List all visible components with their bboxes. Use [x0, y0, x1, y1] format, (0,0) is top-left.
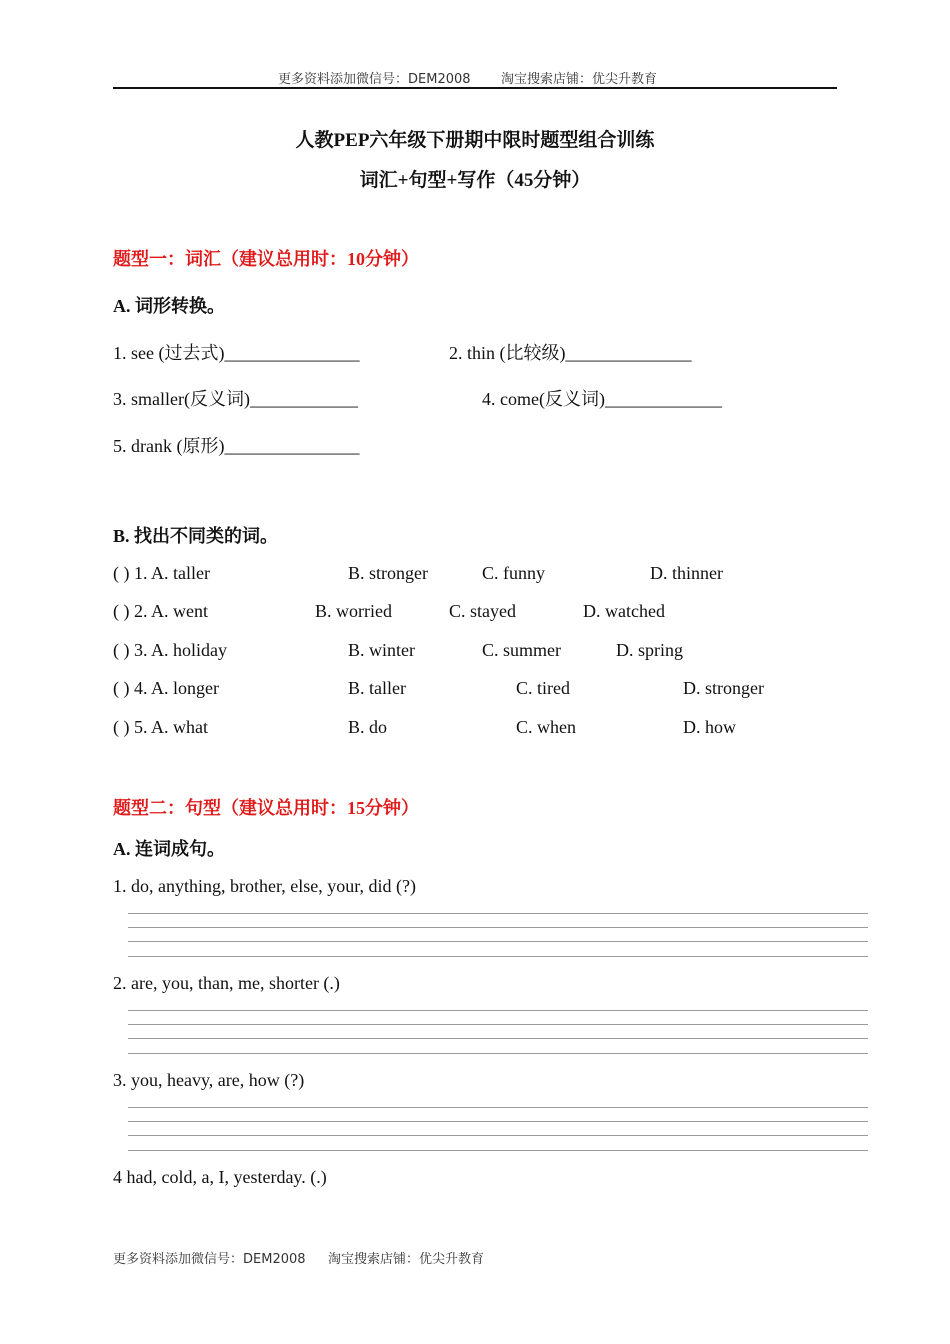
oddone-row-4-option-c: C. tired	[516, 678, 570, 698]
oddone-row-1-question: ( ) 1. A. taller	[113, 563, 210, 583]
oddone-row-2-option-b: B. worried	[315, 601, 392, 621]
header-shop: 淘宝搜索店铺：优尖升教育	[501, 72, 658, 87]
oddone-row-2-option-d: D. watched	[583, 601, 665, 621]
wordform-item-2: 2. thin (比较级)______________	[449, 343, 692, 363]
oddone-row-3-option-d: D. spring	[616, 640, 683, 660]
answer-line	[128, 1010, 868, 1011]
answer-line	[128, 1107, 868, 1108]
oddone-row-4-question: ( ) 4. A. longer	[113, 678, 219, 698]
section2-heading: 题型二：句型（建议总用时：15分钟）	[113, 798, 419, 818]
answer-line	[128, 1038, 868, 1039]
footer-shop: 淘宝搜索店铺：优尖升教育	[328, 1252, 485, 1267]
page-subtitle: 词汇+句型+写作（45分钟）	[359, 170, 591, 191]
oddone-row-5-option-d: D. how	[683, 717, 736, 737]
section1-partA-heading: A. 词形转换。	[113, 296, 225, 316]
answer-line	[128, 956, 868, 957]
section1-heading: 题型一：词汇（建议总用时：10分钟）	[113, 249, 419, 269]
wordform-item-1: 1. see (过去式)_______________	[113, 343, 360, 363]
header-rule	[113, 87, 837, 89]
oddone-row-1-option-d: D. thinner	[650, 563, 723, 583]
oddone-row-2-option-c: C. stayed	[449, 601, 516, 621]
answer-line	[128, 1150, 868, 1151]
oddone-row-5-option-b: B. do	[348, 717, 388, 737]
oddone-row-1-option-b: B. stronger	[348, 563, 428, 583]
answer-line	[128, 941, 868, 942]
header-wechat: 更多资料添加微信号：DEM2008	[278, 72, 471, 87]
answer-line	[128, 913, 868, 914]
oddone-row-5-option-c: C. when	[516, 717, 576, 737]
oddone-row-3-question: ( ) 3. A. holiday	[113, 640, 227, 660]
wordform-item-4: 4. come(反义词)_____________	[482, 389, 722, 409]
answer-line	[128, 1135, 868, 1136]
answer-line	[128, 1121, 868, 1122]
oddone-row-2-question: ( ) 2. A. went	[113, 601, 208, 621]
sentence-item-2: 2. are, you, than, me, shorter (.)	[113, 973, 340, 993]
oddone-row-1-option-c: C. funny	[482, 563, 545, 583]
oddone-row-4-option-d: D. stronger	[683, 678, 764, 698]
oddone-row-3-option-b: B. winter	[348, 640, 415, 660]
wordform-item-3: 3. smaller(反义词)____________	[113, 389, 358, 409]
answer-line	[128, 927, 868, 928]
section1-partB-heading: B. 找出不同类的词。	[113, 526, 279, 546]
page-title: 人教PEP六年级下册期中限时题型组合训练	[295, 130, 655, 151]
wordform-item-5: 5. drank (原形)_______________	[113, 436, 360, 456]
oddone-row-5-question: ( ) 5. A. what	[113, 717, 208, 737]
answer-line	[128, 1053, 868, 1054]
sentence-item-3: 3. you, heavy, are, how (?)	[113, 1070, 305, 1090]
section2-partA-heading: A. 连词成句。	[113, 839, 225, 859]
footer-wechat: 更多资料添加微信号：DEM2008	[113, 1252, 306, 1267]
sentence-item-1: 1. do, anything, brother, else, your, did (?)	[113, 876, 416, 896]
answer-line	[128, 1024, 868, 1025]
sentence-item-4: 4 had, cold, a, I, yesterday. (.)	[113, 1167, 327, 1187]
oddone-row-4-option-b: B. taller	[348, 678, 406, 698]
oddone-row-3-option-c: C. summer	[482, 640, 561, 660]
